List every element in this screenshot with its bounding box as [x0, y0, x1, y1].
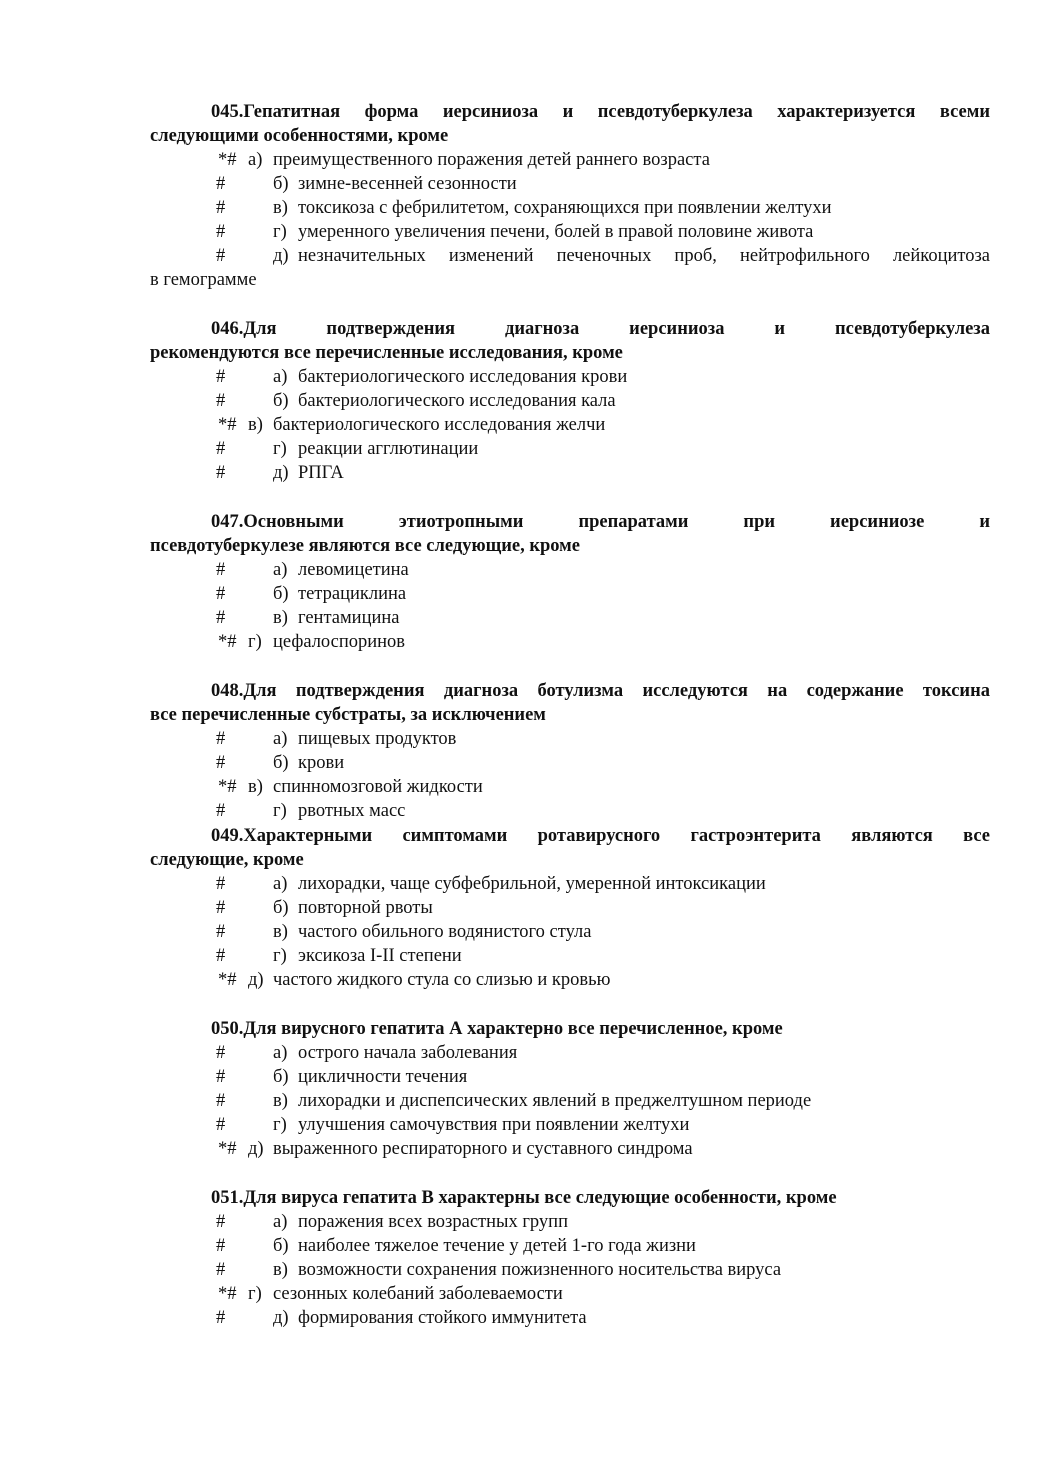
option-text: зимне-весенней сезонности — [298, 174, 517, 194]
option-g — [150, 220, 990, 244]
option-g — [150, 944, 990, 968]
option-letter: д) — [248, 1139, 264, 1159]
option-g — [150, 1113, 990, 1137]
option-text: РПГА — [298, 463, 344, 483]
option-letter: в) — [273, 1091, 288, 1111]
question-title-line2: все перечисленные субстраты, за исключением — [150, 705, 546, 725]
option-d — [150, 968, 990, 992]
option-v — [150, 920, 990, 944]
question-title — [150, 1186, 990, 1210]
option-text: незначительных изменений печеночных проб, нейтрофильного лейкоцитоза — [298, 246, 990, 266]
question-title-line1: Для подтверждения диагноза ботулизма исследуются на содержание токсина — [243, 681, 990, 701]
option-a — [150, 727, 990, 751]
question-050 — [150, 1017, 990, 1161]
option-letter: а) — [273, 560, 288, 580]
option-mark: # — [216, 222, 226, 242]
option-text: левомицетина — [298, 560, 409, 580]
option-letter: а) — [273, 1212, 288, 1232]
option-letter: а) — [273, 1043, 288, 1063]
option-text: бактериологического исследования желчи — [273, 415, 606, 435]
option-d — [150, 461, 990, 485]
correct-mark: *# — [218, 1284, 237, 1304]
option-mark: # — [216, 584, 226, 604]
question-048 — [150, 679, 990, 823]
question-title — [150, 679, 990, 703]
option-text: реакции агглютинации — [298, 439, 479, 459]
option-text: спинномозговой жидкости — [273, 777, 483, 797]
option-text: цефалоспоринов — [273, 632, 406, 652]
correct-mark: *# — [218, 777, 237, 797]
option-letter: в) — [248, 777, 263, 797]
option-mark: # — [216, 1260, 226, 1280]
option-text: лихорадки, чаще субфебрильной, умеренной интоксикации — [298, 874, 766, 894]
option-letter: а) — [273, 367, 288, 387]
correct-mark: *# — [218, 970, 237, 990]
option-text: пищевых продуктов — [298, 729, 457, 749]
option-text: возможности сохранения пожизненного носительства вируса — [298, 1260, 782, 1280]
question-number: 049. — [211, 826, 244, 846]
option-v — [150, 196, 990, 220]
option-mark: # — [216, 753, 226, 773]
option-mark: # — [216, 922, 226, 942]
question-title-line1: Для вируса гепатита В характерны все следующие особенности, кроме — [243, 1188, 837, 1208]
option-letter: б) — [273, 174, 289, 194]
question-title-line2: следующие, кроме — [150, 850, 304, 870]
option-text: умеренного увеличения печени, болей в правой половине живота — [298, 222, 814, 242]
question-number: 047. — [211, 512, 244, 532]
question-title-line2: следующими особенностями, кроме — [150, 126, 449, 146]
option-text: частого обильного водянистого стула — [298, 922, 592, 942]
option-letter: б) — [273, 1067, 289, 1087]
option-v — [150, 1258, 990, 1282]
option-mark: # — [216, 1236, 226, 1256]
option-v — [150, 775, 990, 799]
option-mark: # — [216, 391, 226, 411]
option-a — [150, 365, 990, 389]
option-letter: г) — [273, 946, 287, 966]
question-number: 046. — [211, 319, 244, 339]
option-letter: а) — [273, 729, 288, 749]
question-number: 050. — [211, 1019, 244, 1039]
option-letter: г) — [273, 222, 287, 242]
option-b — [150, 389, 990, 413]
option-mark: # — [216, 560, 226, 580]
option-text: бактериологического исследования кала — [298, 391, 616, 411]
option-text: повторной рвоты — [298, 898, 433, 918]
option-text: улучшения самочувствия при появлении желтухи — [298, 1115, 690, 1135]
question-title-line2: рекомендуются все перечисленные исследования, кроме — [150, 343, 623, 363]
option-d — [150, 244, 990, 268]
option-g — [150, 799, 990, 823]
question-title-cont — [150, 534, 990, 558]
option-mark: # — [216, 198, 226, 218]
question-045 — [150, 100, 990, 292]
option-text: острого начала заболевания — [298, 1043, 518, 1063]
question-title-line1: Для вирусного гепатита А характерно все перечисленное, кроме — [243, 1019, 783, 1039]
option-text: наиболее тяжелое течение у детей 1-го года жизни — [298, 1236, 696, 1256]
option-b — [150, 1065, 990, 1089]
option-d — [150, 1306, 990, 1330]
option-letter: в) — [273, 1260, 288, 1280]
question-number: 048. — [211, 681, 244, 701]
option-a — [150, 1041, 990, 1065]
option-letter: в) — [273, 608, 288, 628]
option-b — [150, 582, 990, 606]
question-title — [150, 510, 990, 534]
option-letter: г) — [273, 1115, 287, 1135]
option-letter: д) — [273, 463, 289, 483]
option-letter: г) — [248, 1284, 262, 1304]
option-text: поражения всех возрастных групп — [298, 1212, 568, 1232]
option-mark: # — [216, 874, 226, 894]
option-letter: б) — [273, 753, 289, 773]
option-letter: в) — [273, 198, 288, 218]
option-text: преимущественного поражения детей раннего возраста — [273, 150, 710, 170]
option-letter: в) — [273, 922, 288, 942]
option-mark: # — [216, 1115, 226, 1135]
option-text: бактериологического исследования крови — [298, 367, 628, 387]
question-title-line2: псевдотуберкулезе являются все следующие, кроме — [150, 536, 580, 556]
option-mark: # — [216, 1212, 226, 1232]
option-mark: # — [216, 174, 226, 194]
question-title-cont — [150, 124, 990, 148]
option-a — [150, 558, 990, 582]
option-mark: # — [216, 439, 226, 459]
question-title-line1: Для подтверждения диагноза иерсиниоза и псевдотуберкулеза — [243, 319, 990, 339]
question-number: 051. — [211, 1188, 244, 1208]
option-letter: д) — [273, 1308, 289, 1328]
option-b — [150, 1234, 990, 1258]
option-b — [150, 172, 990, 196]
option-g — [150, 437, 990, 461]
option-g — [150, 630, 990, 654]
option-b — [150, 896, 990, 920]
option-mark: # — [216, 246, 226, 266]
option-a — [150, 1210, 990, 1234]
option-letter: а) — [273, 874, 288, 894]
option-letter: в) — [248, 415, 263, 435]
option-mark: # — [216, 946, 226, 966]
question-title-line1: Гепатитная форма иерсиниоза и псевдотуберкулеза характеризуется всеми — [243, 102, 990, 122]
question-title-cont — [150, 341, 990, 365]
option-letter: б) — [273, 898, 289, 918]
option-text-cont: в гемограмме — [150, 270, 257, 290]
option-letter: г) — [273, 801, 287, 821]
option-letter: б) — [273, 391, 289, 411]
option-mark: # — [216, 1308, 226, 1328]
option-text: выраженного респираторного и суставного синдрома — [273, 1139, 693, 1159]
question-title-cont — [150, 703, 990, 727]
correct-mark: *# — [218, 1139, 237, 1159]
question-title-cont — [150, 848, 990, 872]
option-text: тетрациклина — [298, 584, 407, 604]
question-046 — [150, 317, 990, 485]
option-text: сезонных колебаний заболеваемости — [273, 1284, 563, 1304]
option-text: крови — [298, 753, 345, 773]
option-letter: д) — [273, 246, 289, 266]
option-letter: г) — [248, 632, 262, 652]
correct-mark: *# — [218, 415, 237, 435]
option-a — [150, 148, 990, 172]
option-b — [150, 751, 990, 775]
question-number: 045. — [211, 102, 244, 122]
option-mark: # — [216, 1091, 226, 1111]
option-mark: # — [216, 1067, 226, 1087]
option-text: эксикоза I-II степени — [298, 946, 462, 966]
option-text: токсикоза с фебрилитетом, сохраняющихся при появлении желтухи — [298, 198, 832, 218]
option-text: рвотных масс — [298, 801, 406, 821]
option-text: частого жидкого стула со слизью и кровью — [273, 970, 611, 990]
option-v — [150, 1089, 990, 1113]
option-text: гентамицина — [298, 608, 400, 628]
question-047 — [150, 510, 990, 654]
correct-mark: *# — [218, 150, 237, 170]
option-letter: г) — [273, 439, 287, 459]
option-text: лихорадки и диспепсических явлений в преджелтушном периоде — [298, 1091, 812, 1111]
option-d — [150, 1137, 990, 1161]
option-v — [150, 606, 990, 630]
question-049 — [150, 824, 990, 992]
option-a — [150, 872, 990, 896]
option-d-cont — [150, 268, 990, 292]
correct-mark: *# — [218, 632, 237, 652]
question-title-line1: Характерными симптомами ротавирусного гастроэнтерита являются все — [243, 826, 990, 846]
option-mark: # — [216, 1043, 226, 1063]
option-letter: б) — [273, 1236, 289, 1256]
option-mark: # — [216, 608, 226, 628]
option-v — [150, 413, 990, 437]
question-title-line1: Основными этиотропными препаратами при иерсиниозе и — [243, 512, 990, 532]
option-mark: # — [216, 367, 226, 387]
question-title — [150, 1017, 990, 1041]
option-g — [150, 1282, 990, 1306]
option-mark: # — [216, 801, 226, 821]
option-mark: # — [216, 729, 226, 749]
option-text: цикличности течения — [298, 1067, 468, 1087]
option-mark: # — [216, 898, 226, 918]
question-title — [150, 317, 990, 341]
option-text: формирования стойкого иммунитета — [298, 1308, 587, 1328]
question-title — [150, 100, 990, 124]
option-letter: а) — [248, 150, 263, 170]
option-mark: # — [216, 463, 226, 483]
question-051 — [150, 1186, 990, 1330]
question-title — [150, 824, 990, 848]
option-letter: д) — [248, 970, 264, 990]
option-letter: б) — [273, 584, 289, 604]
